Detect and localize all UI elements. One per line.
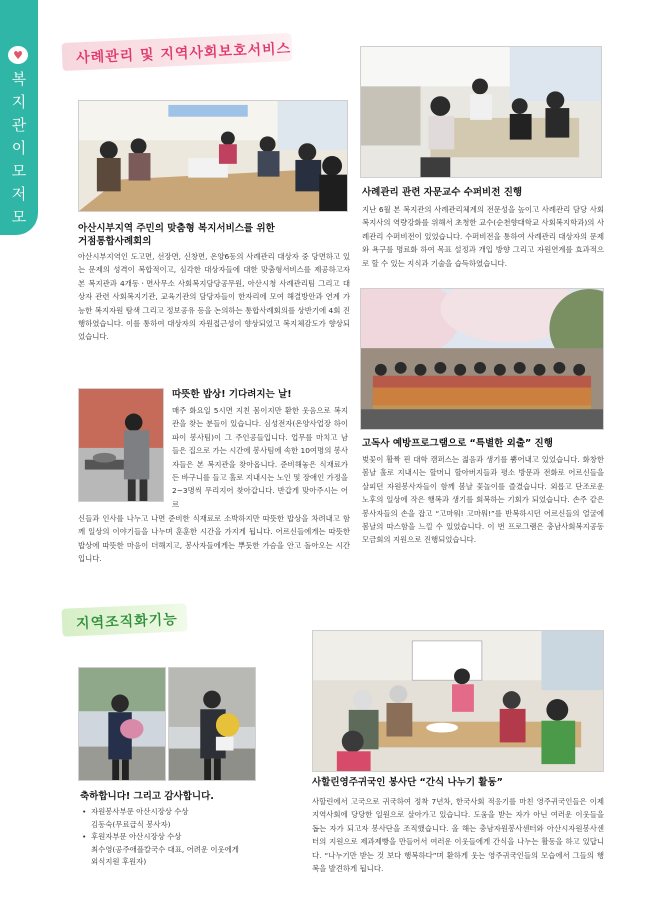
advisor-title: 사례관리 관련 자문교수 수퍼비전 진행 (362, 187, 523, 198)
volunteer-body: 사할린에서 고국으로 귀국하여 정착 7년차, 한국사회 적응기를 마친 영주귀국인들은 이제 지역사회에 당당한 일원으로 살아가고 있습니다. 도움을 받는 자가 아닌 여러운 이웃들을 돕는 자가 되고자 봉사단을 조직했습니다. 올 해는 충남자원봉사센터와 아산시자원봉사센터의 지원으로 제과제빵을 만들어서 여러운 이웃들에게 간식을 나누는 활동을 하고 있답니다. “나누기만 받는 것 보다 행복하다”며 환하게 웃는 영주귀국인들의 모습에서 그들의 행복을 발견하게 됩니다. (312, 797, 604, 874)
side-char: 저 (11, 185, 27, 203)
side-char: 관 (11, 116, 27, 134)
outing-body: 벚꽃이 활짝 핀 대학 캠퍼스는 젊음과 생기를 뿜어내고 있었습니다. 화창한 봄날 홀로 지내시는 할머니 할아버지들과 평소 방문과 전화로 어르신들을 살피던 자원봉사자들이 함께 봄날 꽃놀이를 즐겼습니다. 외롭고 단조로운 노후의 일상에 작은 행복과 생기를 회복하는 기회가 되었습니다. 손주 같은 봉사자들의 손을 잡고 “고마워! 고마워!”를 반복하시던 어르신들의 얼굴에 봄날의 따스함을 느낄 수 있었습니다. 이 번 프로그램은 충남사회복지공동모금회의 지원으로 진행되었습니다. (362, 455, 604, 545)
side-tab-title (0, 68, 38, 229)
congrats-title: 축하합니다! 그리고 감사합니다. (80, 791, 214, 802)
advisor-body: 지난 6월 본 복지관의 사례관리체계의 전문성을 높이고 사례관리 담당 사회복지사의 역량강화를 위해서 초청한 교수(순천향대학교 사회복지학과)의 사례관리 수퍼비전이 있었습니다. 수퍼비전을 통하여 사례관리 대상자의 문제와 욕구를 명료화 하여 목표 설정과 개입 방향 그리고 자원연계를 효과적으로 할 수 있는 지식과 기술을 습득하였습니다. (362, 205, 604, 268)
congrats-item: 최수영(공주애플칼국수 대표, 어려운 이웃에게 (91, 844, 239, 854)
congrats-item: • 후원자부문 아산시장상 수상 (82, 831, 297, 844)
section-banner-community-org (61, 603, 187, 636)
meeting-photo (78, 100, 348, 212)
meeting-body: 아산시부지역인 도고면, 선장면, 신창면, 온양6동의 사례관리 대상자 중 당면하고 있는 문제의 성격이 복합적이고, 심각한 대상자들에 대한 맞춤형서비스를 제공하고자 본 복지관과 4개동ㆍ면사무소 사회복지담당공무원, 아산시청 사례관리팀 그리고 대상자 관련 사회복지기관, 교육기관의 담당자들이 한자리에 모여 해결방안과 연계 가능한 복지자원 탐색 그리고 정보공유 등을 논의하는 통합사례회의를 상반기에 4회 진행하였습니다. 이를 통하여 대상자의 자원접근성이 향상되었고 복지체감도가 향상되었습니다. (78, 252, 350, 342)
meal-body-continued: 신들과 인사를 나누고 나면 준비한 식재료로 소박하지만 따뜻한 밥상을 차려내고 함께 일상의 이야기들을 나누며 훈훈한 시간을 가지게 됩니다. 어르신들에게는 따뜻한 밥상에 따뜻한 마음이 더해지고, 봉사자들에게는 뿌듯한 가슴을 안고 돌아오는 시간입니다. (78, 514, 350, 564)
outing-photo (360, 288, 604, 430)
side-char: 모 (11, 208, 27, 226)
congrats-list (82, 806, 297, 869)
meeting-title-line: 아산시부지역 주민의 맞춤형 복지서비스를 위한 (78, 223, 275, 234)
advisor-photo (360, 46, 602, 178)
section-title: 지역조직화기능 (75, 611, 179, 633)
award-photo-2 (168, 667, 256, 781)
volunteer-title: 사할린영주귀국인 봉사단 “간식 나누기 활동” (312, 777, 503, 788)
meal-body: 매주 화요일 5시면 지친 몸이지만 환한 웃음으로 복지관을 찾는 분들이 있습니다. 심성전자(온양사업장 하이파이 봉사팀)이 그 주인공들입니다. 업무를 마치고 남들은 집으로 가는 시간에 봉사팀에 속한 10여명의 봉사자들은 본 복지관을 찾아옵니다. 준비해놓은 식재료가 든 바구니를 들고 홀로 지내시는 노인 및 장애인 가정을 2~3명씩 무리지어 찾아갑니다. 반갑게 맞아주시는 어르 (172, 406, 348, 509)
meeting-title (78, 222, 350, 248)
congrats-item: 외식지원 후원자) (91, 857, 147, 866)
section-title: 사례관리 및 지역사회보호서비스 (75, 41, 292, 67)
congrats-item: 김동숙(무료급식 봉사자) (91, 819, 171, 829)
congrats-item: • 자원봉사부문 아산시장상 수상 (82, 806, 297, 819)
side-char: 복 (11, 70, 27, 88)
volunteer-photo (312, 630, 604, 772)
award-photo-1 (78, 667, 166, 781)
side-tab (0, 0, 38, 235)
side-char: 지 (11, 93, 27, 111)
meal-title: 따뜻한 밥상! 기다려지는 날! (172, 389, 292, 400)
outing-title: 고독사 예방프로그램으로 “특별한 외출” 진행 (362, 438, 553, 449)
side-char: 모 (11, 162, 27, 180)
side-char: 이 (11, 139, 27, 157)
cooking-photo (78, 388, 164, 502)
heart-icon: ♥ (8, 46, 28, 64)
section-banner-case-management (61, 33, 292, 71)
meeting-title-line: 거점통합사례회의 (78, 236, 152, 247)
